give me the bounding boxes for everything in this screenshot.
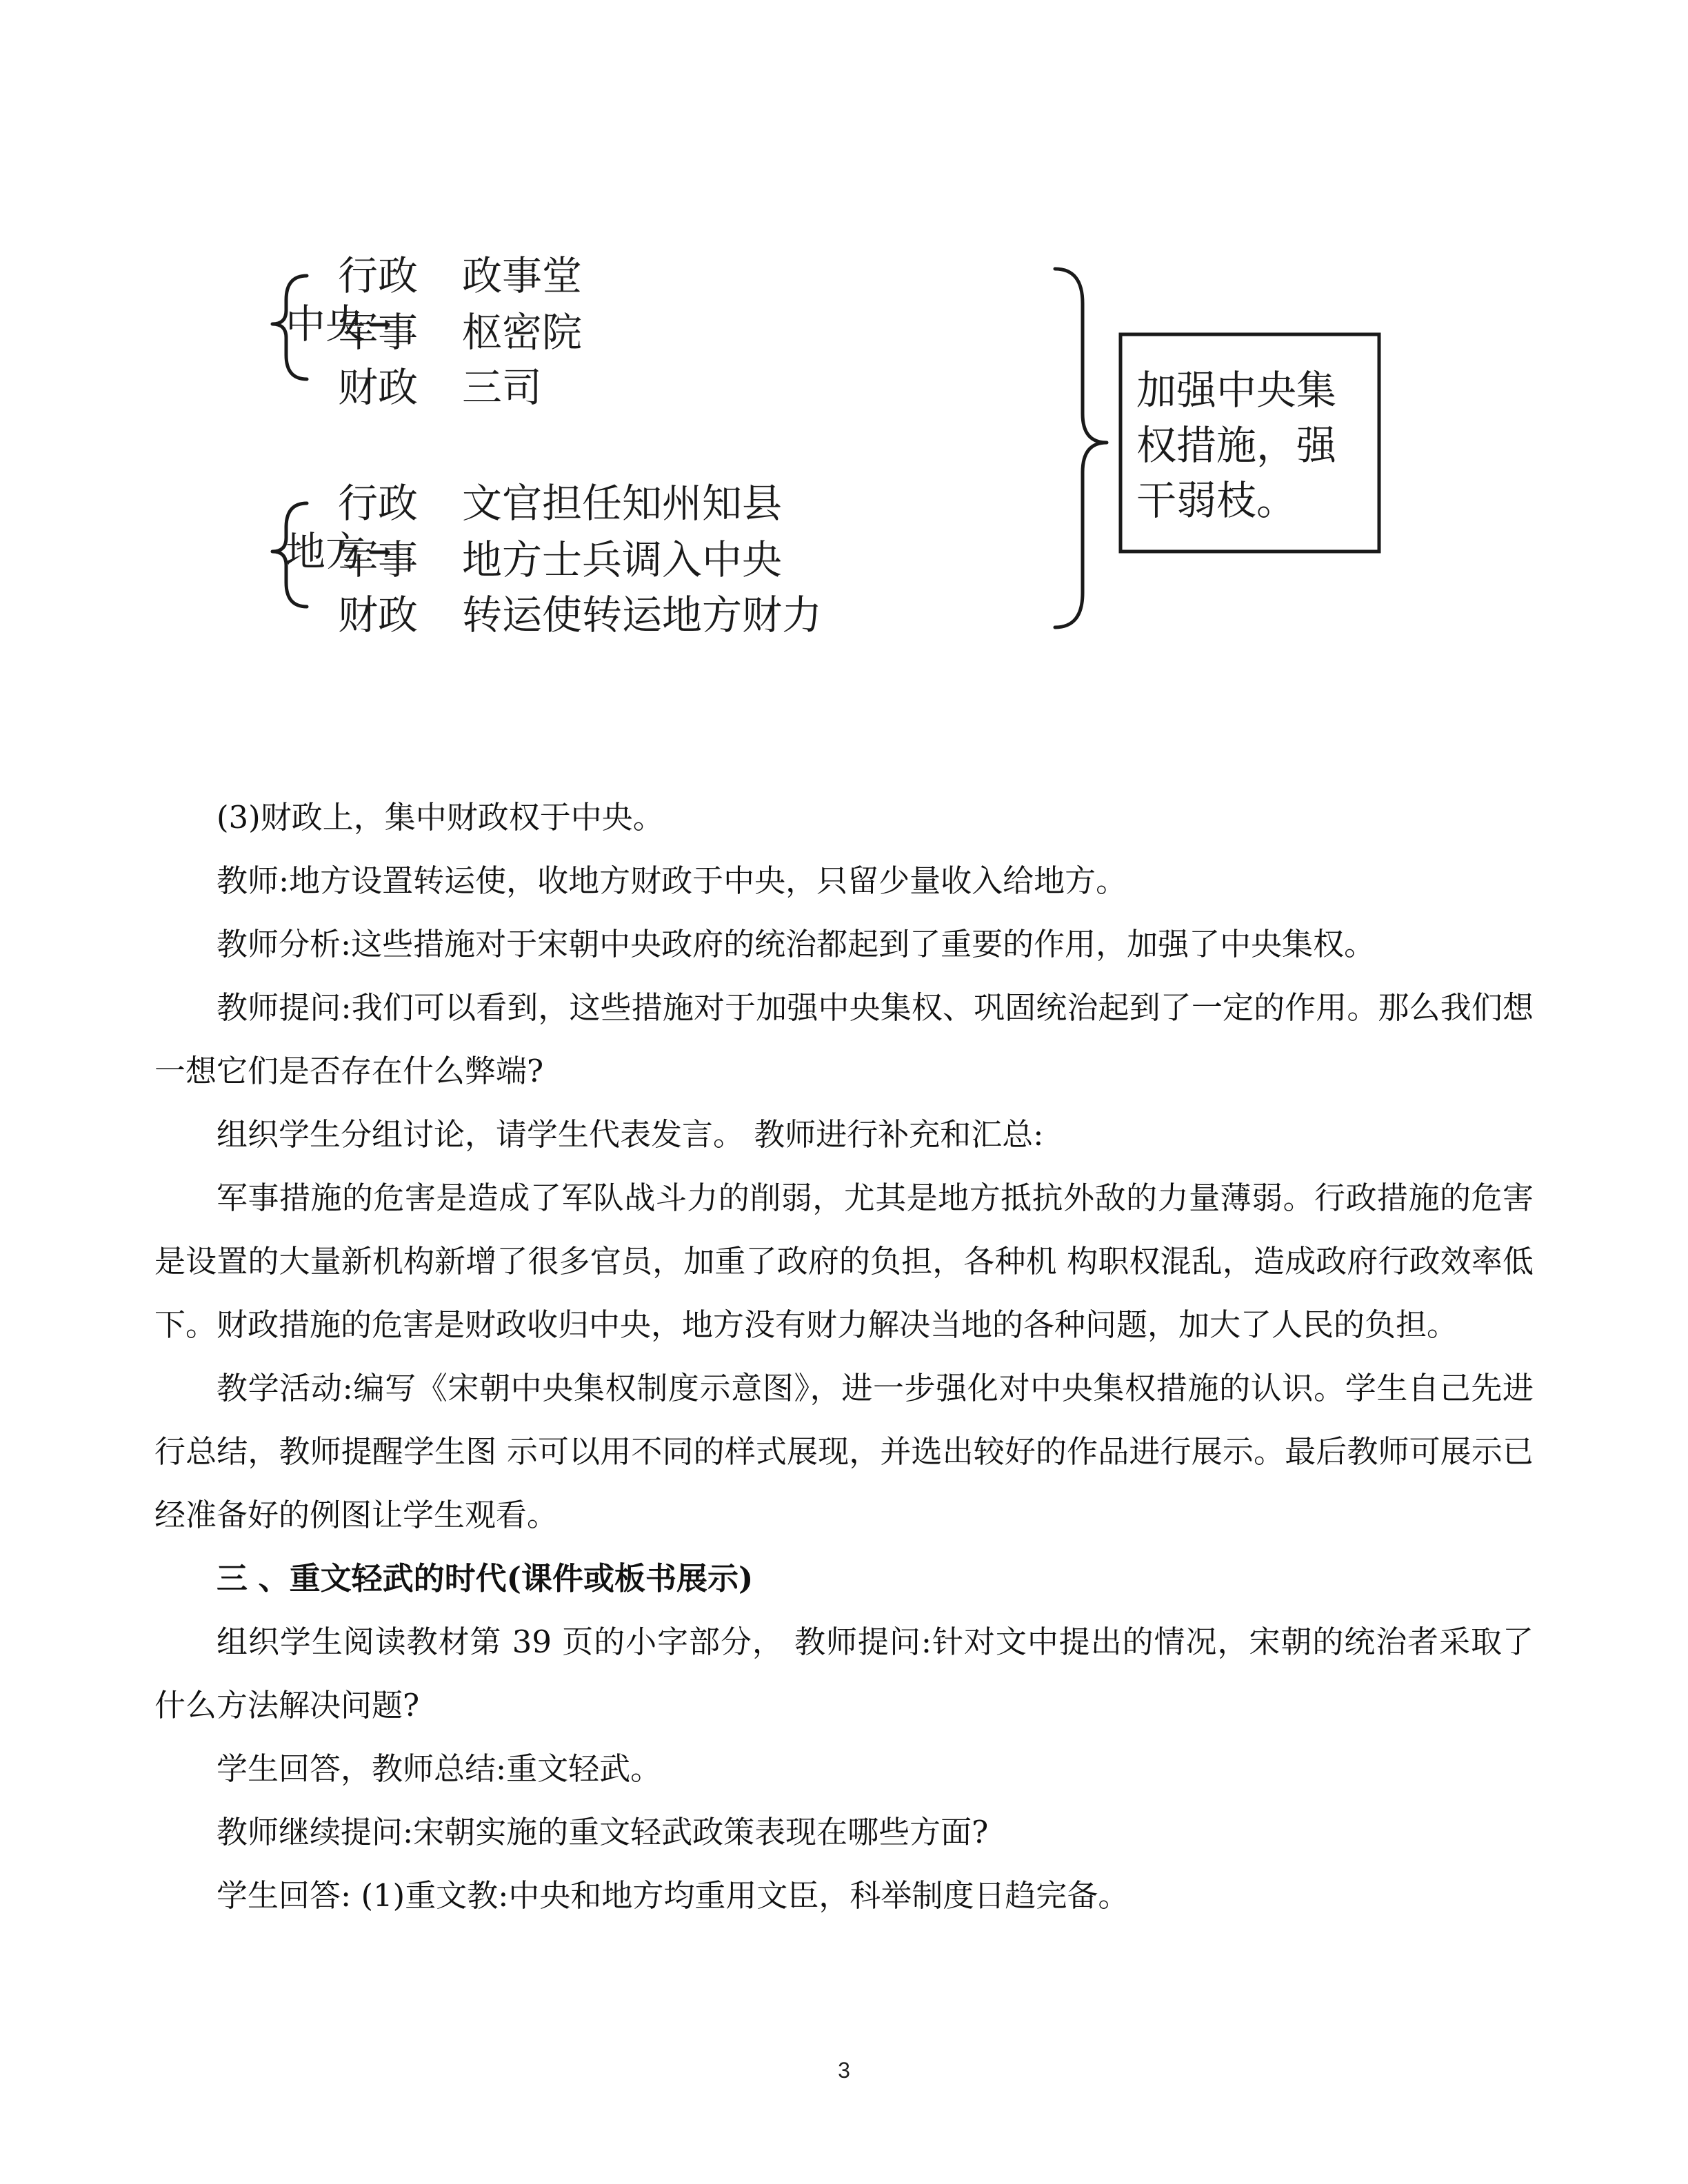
item-category: 财政	[338, 592, 419, 638]
central-item-military	[338, 309, 582, 356]
item-category: 军事	[338, 309, 419, 356]
paragraph: 军事措施的危害是造成了军队战斗力的削弱，尤其是地方抵抗外敌的力量薄弱。行政措施的危害是设置的大量新机构新增了很多官员，加重了政府的负担，各种机 构职权混乱，造成政府行政效率低下。财政措施的危害是财政收归中央，地方没有财力解决当地的各种问题，加大了人民的负担。	[154, 1180, 1534, 1343]
item-category: 财政	[338, 364, 419, 411]
paragraph: 学生回答，教师总结:重文轻武。	[217, 1750, 662, 1787]
item-detail: 文官担任知州知县	[462, 480, 783, 527]
local-item-finance	[338, 592, 822, 638]
group-label-local: 地方	[285, 528, 365, 575]
summary-line: 权措施，强	[1136, 422, 1337, 469]
section-heading: 三 、重文轻武的时代(课件或板书展示)	[217, 1560, 754, 1597]
item-category: 行政	[338, 252, 419, 299]
paragraph: 教师:地方设置转运使，收地方财政于中央，只留少量收入给地方。	[217, 862, 1127, 899]
central-item-administration	[338, 252, 582, 299]
paragraph: 教师分析:这些措施对于宋朝中央政府的统治都起到了重要的作用，加强了中央集权。	[217, 926, 1376, 962]
paragraph: 教学活动:编写《宋朝中央集权制度示意图》，进一步强化对中央集权措施的认识。学生自己先进行总结，教师提醒学生图 示可以用不同的样式展现，并选出较好的作品进行展示。最后教师可展示已经准备好的例图让学生观看。	[154, 1370, 1534, 1533]
group-label-central: 中央	[285, 301, 365, 347]
central-item-finance	[338, 364, 542, 411]
item-category: 行政	[338, 480, 419, 527]
summary-brace	[1055, 269, 1107, 627]
paragraph: 教师继续提问:宋朝实施的重文轻武政策表现在哪些方面?	[217, 1814, 989, 1850]
local-item-administration	[338, 480, 782, 527]
item-category: 军事	[338, 536, 419, 583]
central-power-diagram	[228, 241, 1400, 655]
item-detail: 枢密院	[462, 309, 583, 356]
paragraph: (3)财政上，集中财政权于中央。	[217, 799, 664, 836]
document-body	[154, 786, 1534, 1928]
local-item-military	[338, 536, 782, 583]
paragraph: 组织学生阅读教材第 39 页的小字部分， 教师提问:针对文中提出的情况，宋朝的统治者采取了什么方法解决问题?	[154, 1624, 1534, 1723]
summary-line: 干弱枝。	[1136, 477, 1297, 524]
item-detail: 三司	[462, 364, 543, 411]
item-detail: 政事堂	[462, 252, 583, 299]
page-number: 3	[838, 2058, 850, 2083]
paragraph: 教师提问:我们可以看到，这些措施对于加强中央集权、巩固统治起到了一定的作用。那么我们想一想它们是否存在什么弊端?	[154, 989, 1534, 1089]
item-detail: 地方士兵调入中央	[462, 536, 783, 583]
paragraph: 学生回答: (1)重文教:中央和地方均重用文臣，科举制度日趋完备。	[217, 1877, 1129, 1914]
summary-line: 加强中央集	[1136, 367, 1337, 414]
item-detail: 转运使转运地方财力	[462, 592, 823, 638]
paragraph: 组织学生分组讨论，请学生代表发言。 教师进行补充和汇总:	[217, 1116, 1044, 1153]
